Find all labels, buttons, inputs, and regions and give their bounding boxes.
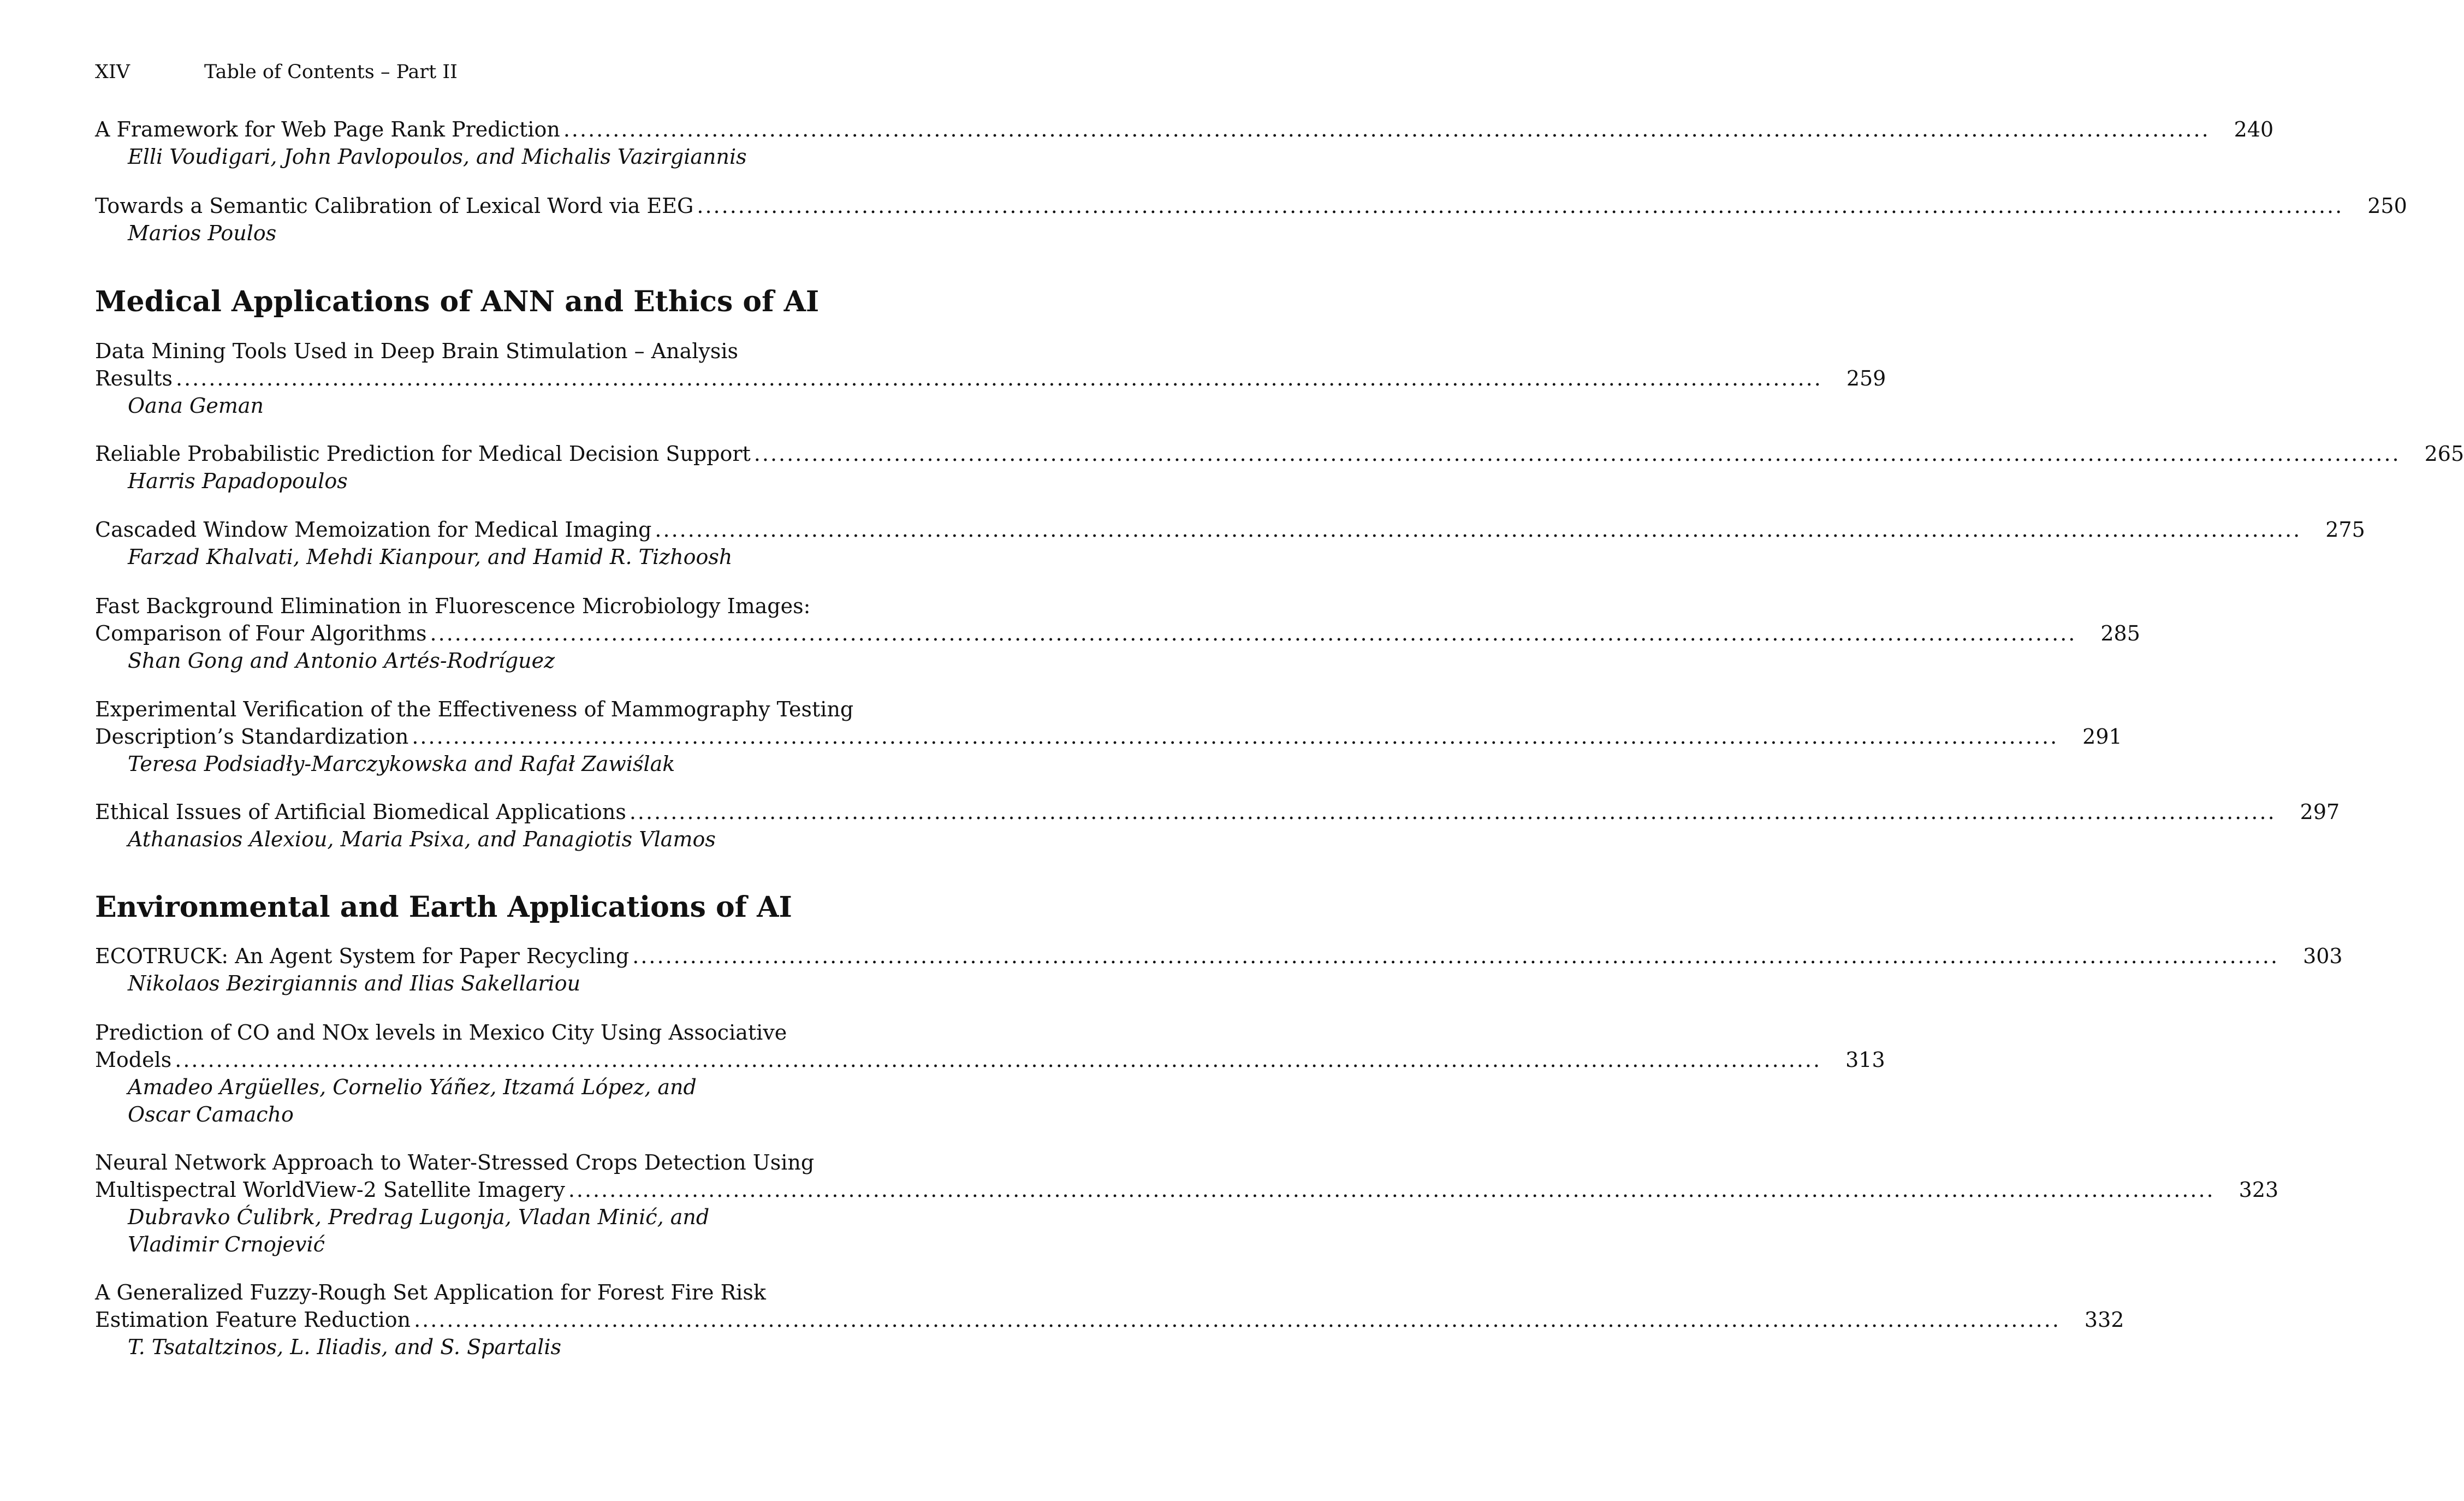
toc-entry-title-line	[95, 696, 879, 723]
toc-entry[interactable]	[95, 192, 2407, 247]
section-heading: Medical Applications of ANN and Ethics of AI	[95, 285, 820, 318]
toc-entry-title: Neural Network Approach to Water-Stressed Crops Detection Using	[95, 1150, 815, 1174]
dot-leader: ........................................................................................................................................................................................................	[629, 800, 2276, 824]
toc-entry-authors: Oana Geman	[128, 394, 264, 418]
toc-entry-title-line	[95, 116, 2274, 143]
toc-entry-title-line	[95, 723, 2122, 750]
toc-entry-page: 285	[2100, 621, 2140, 645]
toc-entry-page: 291	[2082, 725, 2122, 749]
toc-entry-title-cont: Estimation Feature Reduction	[95, 1308, 411, 1332]
toc-entry-authors: Marios Poulos	[128, 221, 277, 245]
toc-entry[interactable]	[95, 440, 2464, 495]
toc-entry-authors: Nikolaos Bezirgiannis and Ilias Sakellariou	[128, 971, 581, 995]
dot-leader: ........................................................................................................................................................................................................	[414, 1308, 2061, 1332]
toc-entry-title-cont: Description’s Standardization	[95, 725, 409, 749]
toc-entry-authors: Amadeo Argüelles, Cornelio Yáñez, Itzamá López, and	[128, 1075, 697, 1099]
toc-entry-title-line	[95, 1149, 879, 1176]
toc-entry-authors: Farzad Khalvati, Mehdi Kianpour, and Hamid R. Tizhoosh	[128, 545, 733, 569]
toc-entry-page: 240	[2234, 117, 2274, 141]
toc-entry[interactable]	[95, 942, 2343, 997]
toc-entry-title: A Generalized Fuzzy-Rough Set Application for Forest Fire Risk	[95, 1280, 766, 1304]
toc-entry-title-cont: Multispectral WorldView-2 Satellite Imagery	[95, 1178, 565, 1202]
toc-entry-title: Data Mining Tools Used in Deep Brain Stimulation – Analysis	[95, 339, 739, 363]
toc-entry[interactable]	[95, 337, 1886, 419]
toc-entry[interactable]	[95, 1279, 2124, 1361]
dot-leader: ........................................................................................................................................................................................................	[430, 621, 2077, 645]
dot-leader: ........................................................................................................................................................................................................	[563, 117, 2210, 141]
toc-entry-authors: Dubravko Ćulibrk, Predrag Lugonja, Vladan Minić, and	[128, 1205, 710, 1229]
dot-leader: ........................................................................................................................................................................................................	[753, 442, 2401, 466]
toc-entry-page: 275	[2325, 518, 2365, 542]
toc-entry[interactable]	[95, 798, 2340, 853]
toc-entry-authors-cont: Vladimir Crnojević	[128, 1232, 325, 1256]
toc-entry-page: 259	[1846, 366, 1886, 390]
toc-entry-page: 313	[1845, 1048, 1885, 1072]
toc-entry-authors-cont: Oscar Camacho	[128, 1102, 294, 1126]
toc-entry-title: Cascaded Window Memoization for Medical Imaging	[95, 518, 652, 542]
dot-leader: ........................................................................................................................................................................................................	[175, 1048, 1822, 1072]
toc-entry[interactable]	[95, 116, 2274, 170]
toc-entry[interactable]	[95, 1019, 1885, 1128]
toc-entry-title: Experimental Verification of the Effectiveness of Mammography Testing	[95, 697, 854, 721]
toc-entry-title-line	[95, 192, 2407, 219]
toc-entry-authors: Elli Voudigari, John Pavlopoulos, and Michalis Vazirgiannis	[128, 145, 747, 169]
toc-entry-title-line	[95, 1019, 879, 1046]
dot-leader: ........................................................................................................................................................................................................	[655, 518, 2302, 542]
toc-entry-authors: T. Tsataltzinos, L. Iliadis, and S. Spartalis	[128, 1335, 561, 1359]
toc-entry[interactable]	[95, 1149, 2279, 1258]
toc-entry-authors: Athanasios Alexiou, Maria Psixa, and Panagiotis Vlamos	[128, 827, 716, 851]
toc-entry-page: 297	[2300, 800, 2340, 824]
toc-entry-title-line	[95, 592, 879, 620]
toc-entry[interactable]	[95, 592, 2140, 674]
toc-entry-page: 303	[2303, 944, 2343, 968]
toc-entry-title-cont: Models	[95, 1048, 172, 1072]
toc-entry-page: 250	[2367, 194, 2407, 218]
running-head	[95, 59, 879, 85]
section-heading: Environmental and Earth Applications of AI	[95, 891, 792, 924]
toc-entry-title: Reliable Probabilistic Prediction for Medical Decision Support	[95, 442, 751, 466]
toc-entry-authors: Teresa Podsiadły-Marczykowska and Rafał Zawiślak	[128, 752, 675, 776]
toc-entry-title-line	[95, 620, 2140, 647]
dot-leader: ........................................................................................................................................................................................................	[568, 1178, 2215, 1202]
toc-entry-authors: Harris Papadopoulos	[128, 469, 348, 493]
toc-entry-page: 323	[2239, 1178, 2279, 1202]
page-folio: XIV	[95, 61, 130, 83]
toc-entry-title-line	[95, 942, 2343, 970]
toc-entry-title-line	[95, 798, 2340, 826]
toc-entry-title-line	[95, 1176, 2279, 1203]
toc-entry-title-line	[95, 365, 1886, 392]
toc-entry[interactable]	[95, 696, 2122, 778]
toc-entry-title-cont: Comparison of Four Algorithms	[95, 621, 427, 645]
dot-leader: ........................................................................................................................................................................................................	[632, 944, 2279, 968]
toc-entry-title: Towards a Semantic Calibration of Lexical Word via EEG	[95, 194, 694, 218]
toc-entry-title-line	[95, 440, 2464, 467]
dot-leader: ........................................................................................................................................................................................................	[176, 366, 1822, 390]
toc-entry[interactable]	[95, 516, 2365, 571]
toc-entry-title-line	[95, 1279, 879, 1306]
toc-entry-page: 265	[2424, 442, 2464, 466]
toc-entry-title: Prediction of CO and NOx levels in Mexico City Using Associative	[95, 1021, 787, 1045]
toc-entry-title: Ethical Issues of Artificial Biomedical Applications	[95, 800, 626, 824]
toc-entry-title-line	[95, 516, 2365, 543]
toc-entry-authors: Shan Gong and Antonio Artés-Rodríguez	[128, 649, 555, 673]
dot-leader: ........................................................................................................................................................................................................	[412, 725, 2059, 749]
toc-entry-page: 332	[2084, 1308, 2124, 1332]
toc-entry-title: A Framework for Web Page Rank Prediction	[95, 117, 560, 141]
toc-entry-title: ECOTRUCK: An Agent System for Paper Recycling	[95, 944, 630, 968]
running-head-title: Table of Contents – Part II	[204, 61, 458, 83]
toc-entry-title-line	[95, 337, 879, 365]
dot-leader: ........................................................................................................................................................................................................	[697, 194, 2344, 218]
toc-entry-title-line	[95, 1306, 2124, 1333]
toc-entry-title-cont: Results	[95, 366, 173, 390]
toc-entry-title: Fast Background Elimination in Fluorescence Microbiology Images:	[95, 594, 811, 618]
toc-entry-title-line	[95, 1046, 1885, 1073]
